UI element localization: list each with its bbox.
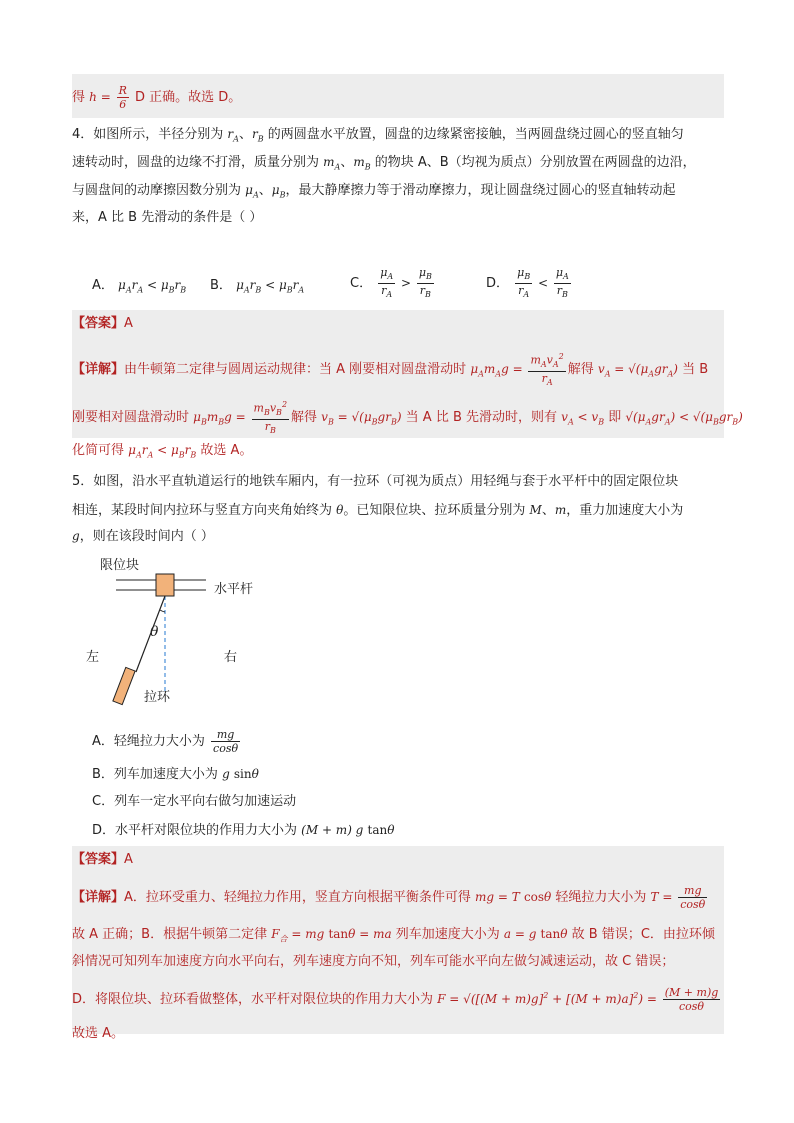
prev-solution-tail: D 正确。故选 D。 xyxy=(135,90,242,105)
prev-solution-lead: 得 xyxy=(72,90,86,105)
q5-detail-line-2: 故 A 正确；B．根据牛顿第二定律 $F_合$ = mg tanθ = ma 列车加速度大小为 a = g tanθ 故 B 错误；C．由拉环倾 xyxy=(72,927,715,944)
label-right: 右 xyxy=(224,650,238,665)
q5-answer-line xyxy=(72,850,133,870)
q4-stem-line-1: 4．如图所示，半径分别为 $r_A$、$r_B$ 的两圆盘水平放置，圆盘的边缘紧密接触，当两圆盘绕过圆心的竖直轴匀 xyxy=(72,127,684,144)
q5-option-b-label: B． xyxy=(92,767,114,782)
q5-answer-tag: 【答案】 xyxy=(72,852,125,867)
q4-detail-line-1: 【详解】由牛顿第二定律与圆周运动规律：当 A 刚要相对圆盘滑动时 $\mu_Am_Ag$ = $\frac{m_Av_A^2}{r_A}$ 解得 $v_A = √(\mu_Agr_A)$ 当 B xyxy=(72,352,709,388)
q5-option-c-label: C． xyxy=(92,794,115,809)
q5-option-d[interactable]: D．水平杆对限位块的作用力大小为 (M + m) g tanθ xyxy=(92,823,395,838)
q4-option-b-label: B． xyxy=(210,278,232,293)
label-horizontal-rod: 水平杆 xyxy=(214,582,254,597)
angle-arc xyxy=(160,610,165,612)
q5-detail-line-4: D．将限位块、拉环看做整体，水平杆对限位块的作用力大小为 $F = √([(M + m)g]^2 + [(M + m)a]^2)$ = $\frac{(M + m)g}{\cos\theta}$ xyxy=(72,986,719,1013)
q4-answer-value: A xyxy=(124,316,133,331)
pull-ring-shape xyxy=(113,667,135,704)
q5-option-a[interactable]: A．轻绳拉力大小为 $\frac{mg}{\cos\theta}$ xyxy=(92,728,239,755)
label-theta: θ xyxy=(150,624,159,640)
q4-option-b[interactable]: B． $\mu_Ar_B < \mu_Br_A$ xyxy=(210,278,305,295)
q4-answer-line xyxy=(72,314,133,334)
q5-diagram-svg xyxy=(84,552,304,712)
q4-option-c[interactable]: C． $\frac{\mu_A}{r_A}$ > $\frac{\mu_B}{r_B}$ xyxy=(350,266,432,300)
q5-stem-line-2: 相连，某段时间内拉环与竖直方向夹角始终为 θ。已知限位块、拉环质量分别为 M、m，重力加速度大小为 xyxy=(72,503,684,518)
q5-detail-tag: 【详解】 xyxy=(72,890,125,905)
q5-option-d-label: D． xyxy=(92,823,116,838)
q5-detail-line-3: 斜情况可知列车加速度方向水平向右，列车速度方向不知，列车可能水平向左做匀减速运动，故 C 错误； xyxy=(72,954,675,969)
q5-answer-value: A xyxy=(124,852,133,867)
q4-option-a-label: A． xyxy=(92,278,114,293)
q5-option-c[interactable]: C．列车一定水平向右做匀加速运动 xyxy=(92,794,297,809)
q4-answer-tag: 【答案】 xyxy=(72,316,125,331)
limit-block-shape xyxy=(156,574,174,596)
q4-detail-line-2: 刚要相对圆盘滑动时 $\mu_Bm_Bg$ = $\frac{m_Bv_B^2}{r_B}$ 解得 $v_B = √(\mu_Bgr_B)$ 当 A 比 B 先滑动时，则有 $v_A < v_B$ 即 $√(\mu_Agr_A) < √(\mu_Bgr_B)$ xyxy=(72,400,743,436)
q4-detail-tag: 【详解】 xyxy=(72,362,125,378)
q5-option-a-label: A． xyxy=(92,734,114,749)
q5-diagram xyxy=(84,552,304,712)
q5-stem-line-3: g，则在该段时间内（ ） xyxy=(72,529,214,544)
label-pull-ring: 拉环 xyxy=(144,690,171,705)
label-left: 左 xyxy=(86,650,100,665)
q5-stem-line-1: 5．如图，沿水平直轨道运行的地铁车厢内，有一拉环（可视为质点）用轻绳与套于水平杆中的固定限位块 xyxy=(72,474,679,489)
q5-detail-line-5: 故选 A。 xyxy=(72,1026,125,1041)
q5-option-b[interactable]: B．列车加速度大小为 g sinθ xyxy=(92,767,259,782)
q4-stem-line-3: 与圆盘间的动摩擦因数分别为 $\mu_A$、$\mu_B$，最大静摩擦力等于滑动摩擦力，现让圆盘绕过圆心的竖直轴转动起 xyxy=(72,183,676,200)
q4-detail-line-3: 化简可得 $\mu_Ar_A < \mu_Br_B$ 故选 A。 xyxy=(72,443,253,460)
q4-stem-line-2: 速转动时，圆盘的边缘不打滑，质量分别为 $m_A$、$m_B$ 的物块 A、B（均视为质点）分别放置在两圆盘的边沿， xyxy=(72,155,696,172)
label-limit-block: 限位块 xyxy=(100,558,140,573)
q5-detail-line-1: 【详解】A．拉环受重力、轻绳拉力作用，竖直方向根据平衡条件可得 mg = T cosθ 轻绳拉力大小为 T = $\frac{mg}{\cos\theta}$ xyxy=(72,884,706,911)
q4-option-a[interactable]: A． $\mu_Ar_A < \mu_Br_B$ xyxy=(92,278,187,295)
prev-solution-line xyxy=(72,84,241,111)
q4-option-d-label: D． xyxy=(486,276,510,292)
q4-option-c-label: C． xyxy=(350,276,373,292)
q4-stem-line-4: 来，A 比 B 先滑动的条件是（ ） xyxy=(72,210,263,225)
prev-solution-formula: h = $\frac{R}{6}$ xyxy=(89,84,127,111)
q4-option-d[interactable]: D． $\frac{\mu_B}{r_A}$ < $\frac{\mu_A}{r_B}$ xyxy=(486,266,569,300)
